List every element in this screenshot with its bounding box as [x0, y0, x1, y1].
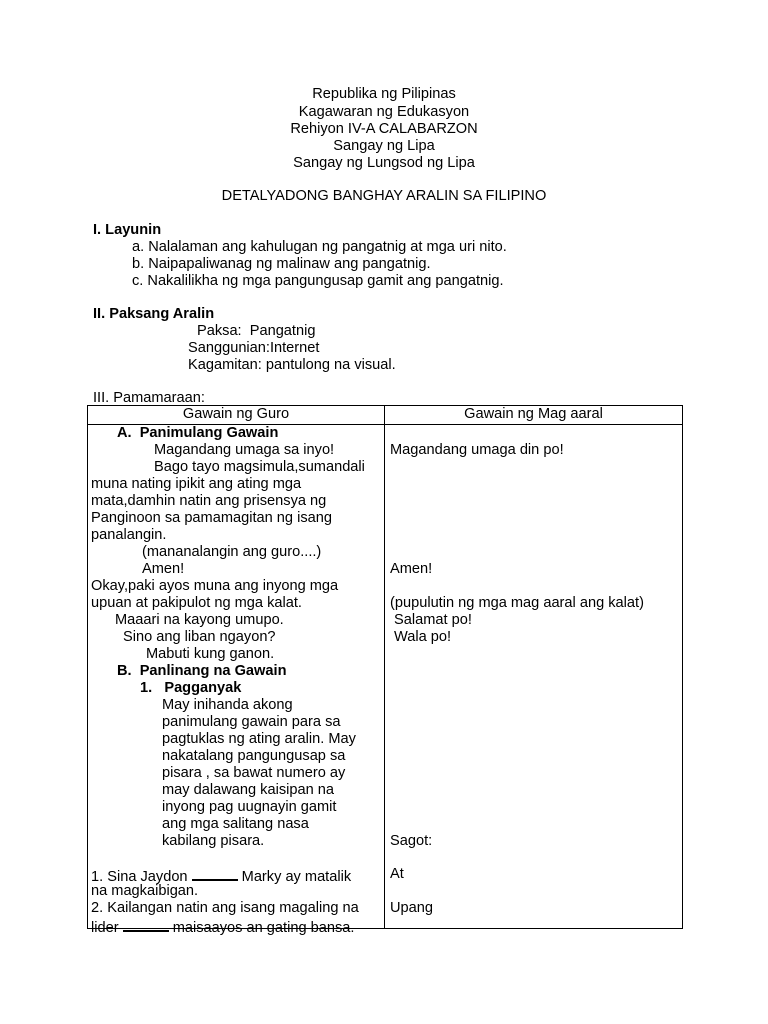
guro-line: Bago tayo magsimula,sumandali: [154, 459, 365, 475]
question-2: 2. Kailangan natin ang isang magaling na: [91, 900, 359, 916]
guro-cell: [88, 425, 385, 936]
mag-aaral-line: Salamat po!: [394, 612, 472, 628]
pagganyak-line: nakatalang pangungusap sa: [162, 748, 346, 764]
guro-line: panalangin.: [91, 527, 167, 543]
kagamitan-line: Kagamitan: pantulong na visual.: [188, 357, 396, 373]
header-republika: Republika ng Pilipinas: [312, 86, 456, 102]
guro-line: Maaari na kayong umupo.: [115, 612, 284, 628]
question-1: 1. Sina Jaydon Marky ay matalik: [91, 866, 351, 886]
paksa-line: Paksa: Pangatnig: [197, 323, 316, 339]
mag-aaral-line: Amen!: [390, 561, 433, 577]
pagganyak-line: panimulang gawain para sa: [162, 714, 341, 730]
guro-line: Mabuti kung ganon.: [146, 646, 275, 662]
lesson-plan-table: [87, 405, 683, 936]
column-header-guro: Gawain ng Guro: [88, 406, 385, 425]
mag-aaral-cell: [385, 425, 683, 929]
header-rehiyon: Rehiyon IV-A CALABARZON: [290, 121, 478, 137]
pamamaraan-heading: III. Pamamaraan:: [93, 390, 205, 406]
header-sangay-lungsod: Sangay ng Lungsod ng Lipa: [293, 155, 475, 171]
guro-line: mata,damhin natin ang prisensya ng: [91, 493, 327, 509]
pagganyak-line: inyong pag uugnayin gamit: [162, 799, 337, 815]
guro-line: upuan at pakipulot ng mga kalat.: [91, 595, 302, 611]
layunin-item-b: b. Naipapaliwanag ng malinaw ang pangatnig.: [132, 256, 431, 272]
guro-line: Amen!: [142, 561, 185, 577]
layunin-item-a: a. Nalalaman ang kahulugan ng pangatnig at mga uri nito.: [132, 239, 507, 255]
guro-line: (mananalangin ang guro....): [142, 544, 322, 560]
question-1-cont: na magkaibigan.: [91, 883, 199, 899]
answer-blank: [123, 917, 169, 932]
pagganyak-line: ang mga salitang nasa: [162, 816, 309, 832]
answer-1: At: [390, 866, 404, 882]
pagganyak-line: kabilang pisara.: [162, 833, 265, 849]
guro-line: Sino ang liban ngayon?: [123, 629, 276, 645]
guro-line: Okay,paki ayos muna ang inyong mga: [91, 578, 339, 594]
section-a-heading: A. Panimulang Gawain: [117, 425, 279, 441]
pagganyak-line: May inihanda akong: [162, 697, 293, 713]
header-sangay: Sangay ng Lipa: [333, 138, 435, 154]
guro-line: muna nating ipikit ang ating mga: [91, 476, 302, 492]
table-row: [88, 425, 683, 929]
section-b-heading: B. Panlinang na Gawain: [117, 663, 287, 679]
document-title: DETALYADONG BANGHAY ARALIN SA FILIPINO: [221, 188, 547, 204]
pagganyak-line: may dalawang kaisipan na: [162, 782, 334, 798]
mag-aaral-line: (pupulutin ng mga mag aaral ang kalat): [390, 595, 644, 611]
answer-blank: [192, 866, 238, 881]
pagganyak-heading: 1. Pagganyak: [140, 680, 242, 696]
layunin-item-c: c. Nakalilikha ng mga pangungusap gamit ang pangatnig.: [132, 273, 504, 289]
pagganyak-line: pagtuklas ng ating aralin. May: [162, 731, 356, 747]
layunin-heading: I. Layunin: [93, 222, 162, 238]
mag-aaral-line: Sagot:: [390, 833, 433, 849]
pagganyak-line: pisara , sa bawat numero ay: [162, 765, 346, 781]
mag-aaral-line: Magandang umaga din po!: [390, 442, 564, 458]
guro-line: Panginoon sa pamamagitan ng isang: [91, 510, 332, 526]
guro-line: Magandang umaga sa inyo!: [154, 442, 335, 458]
column-header-mag-aaral: Gawain ng Mag aaral: [385, 406, 683, 425]
answer-2: Upang: [390, 900, 434, 916]
question-2-cont: lider maisaayos an gating bansa.: [91, 917, 354, 937]
sanggunian-line: Sanggunian:Internet: [188, 340, 320, 356]
mag-aaral-line: Wala po!: [394, 629, 452, 645]
table-header-row: [88, 406, 683, 425]
paksang-aralin-heading: II. Paksang Aralin: [93, 306, 215, 322]
header-kagawaran: Kagawaran ng Edukasyon: [298, 104, 470, 120]
